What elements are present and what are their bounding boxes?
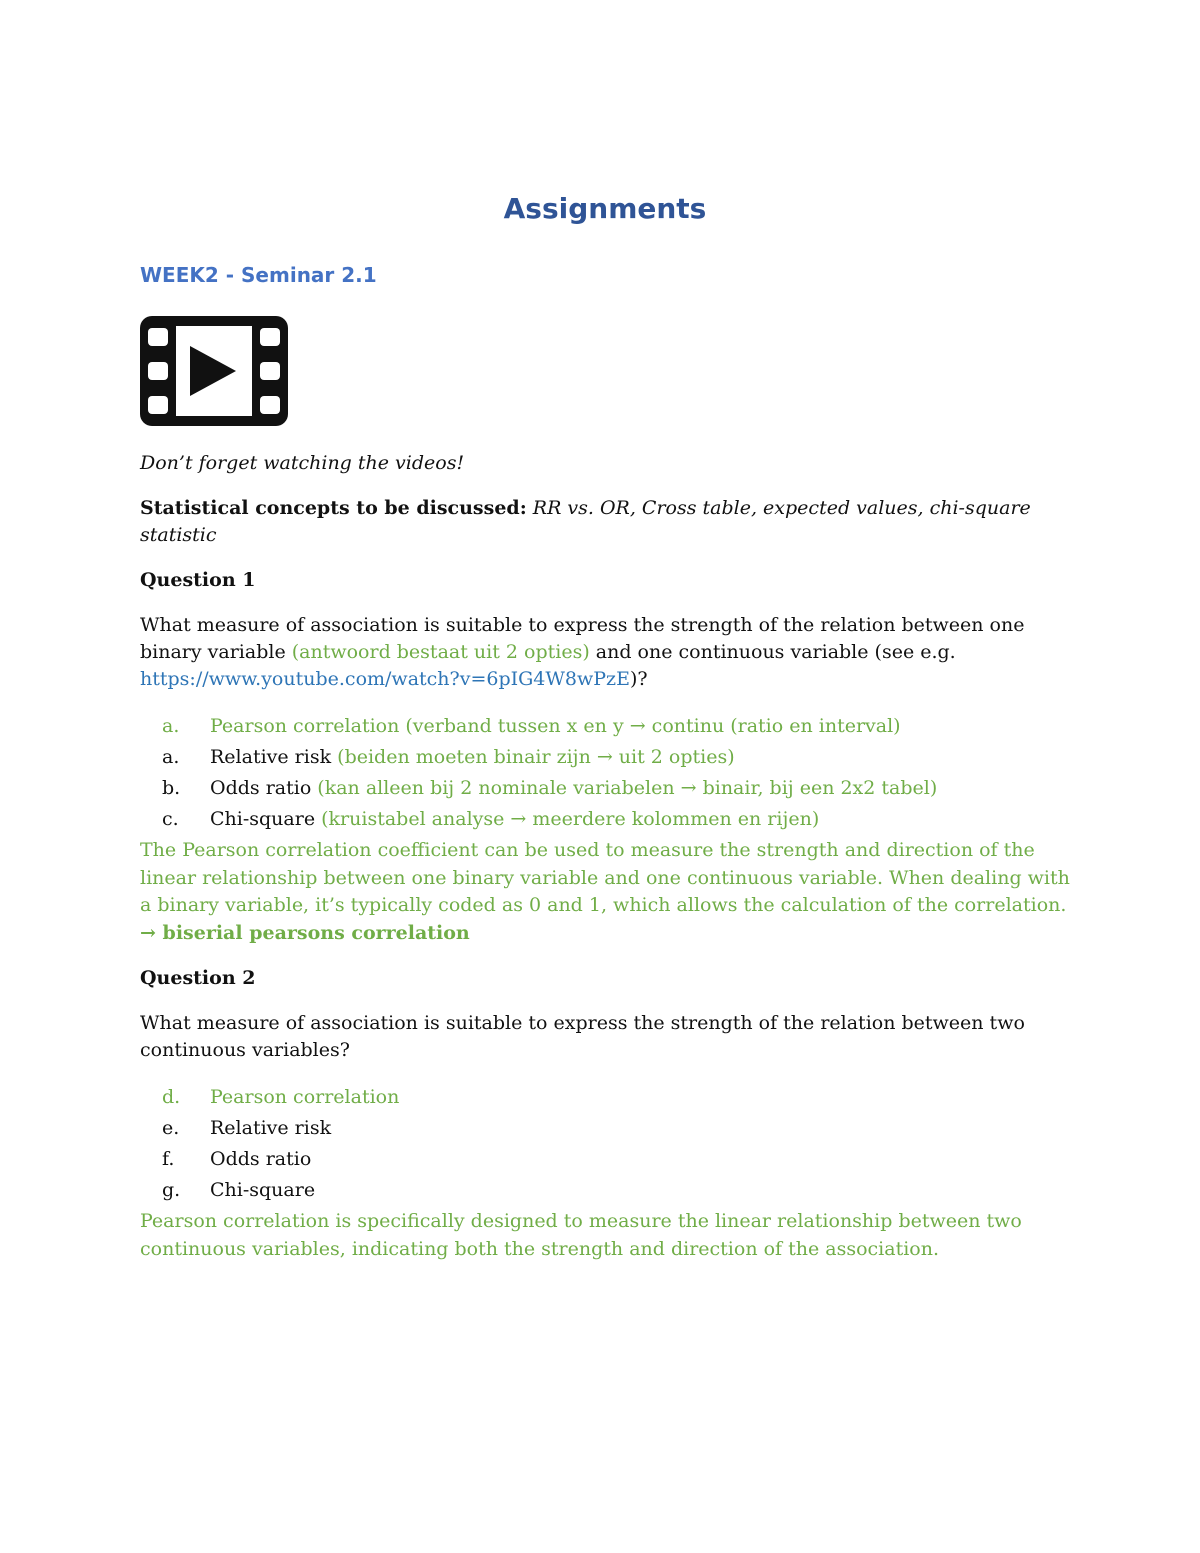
option-text: Chi-square bbox=[210, 1179, 316, 1201]
question1-explanation-text: The Pearson correlation coefficient can be used to measure the strength and direction of the linear relationship between one binary variable and one continuous variable. When dealing with a binary variable, it’s typically coded as 0 and 1, which allows the calculation of the correlation. bbox=[140, 839, 1070, 916]
question2-option bbox=[140, 1175, 1070, 1206]
option-note: (kruistabel analyse → meerdere kolommen en rijen) bbox=[321, 808, 820, 830]
option-text: Odds ratio bbox=[210, 1148, 312, 1170]
question2-options bbox=[140, 1082, 1070, 1206]
question2-prompt: What measure of association is suitable to express the strength of the relation between two continuous variables? bbox=[140, 1012, 1025, 1061]
question2-option bbox=[140, 1113, 1070, 1144]
question1-options bbox=[140, 711, 1070, 835]
question1-option bbox=[140, 773, 1070, 804]
option-letter: a. bbox=[162, 715, 180, 737]
question1-option bbox=[140, 804, 1070, 835]
question2-option bbox=[140, 1144, 1070, 1175]
option-letter: c. bbox=[162, 808, 179, 830]
option-letter: f. bbox=[162, 1148, 175, 1170]
option-text: Relative risk bbox=[210, 1117, 332, 1139]
concepts-paragraph bbox=[140, 495, 1070, 549]
document-body bbox=[140, 190, 1070, 1281]
option-letter: d. bbox=[162, 1086, 181, 1108]
question1-prompt-part1: What measure of association is suitable to express the strength of the relation between one binary variable bbox=[140, 614, 1025, 663]
option-note: Pearson correlation (verband tussen x en y → continu (ratio en interval) bbox=[210, 715, 901, 737]
option-letter: a. bbox=[162, 746, 180, 768]
section-subtitle: WEEK2 - Seminar 2.1 bbox=[140, 263, 377, 287]
question1-option bbox=[140, 742, 1070, 773]
question1-prompt bbox=[140, 612, 1070, 693]
question1-prompt-note: (antwoord bestaat uit 2 opties) bbox=[291, 641, 590, 663]
concepts-text: RR vs. OR, Cross table, expected values, chi-square statistic bbox=[140, 497, 1031, 546]
option-letter: b. bbox=[162, 777, 181, 799]
option-text: Relative risk bbox=[210, 746, 338, 768]
question1-prompt-part2: and one continuous variable (see e.g. bbox=[589, 641, 956, 663]
option-letter: e. bbox=[162, 1117, 180, 1139]
question2-explanation: Pearson correlation is specifically designed to measure the linear relationship between two continuous variables, indicating both the strength and direction of the association. bbox=[140, 1210, 1022, 1260]
question2-option bbox=[140, 1082, 1070, 1113]
option-note: (beiden moeten binair zijn → uit 2 opties) bbox=[337, 746, 735, 768]
question1-explanation-conclusion: → biserial pearsons correlation bbox=[140, 921, 470, 944]
page-title: Assignments bbox=[503, 192, 707, 225]
question2-heading: Question 2 bbox=[140, 967, 256, 989]
option-text: Pearson correlation bbox=[210, 1086, 400, 1108]
option-text: Chi-square bbox=[210, 808, 322, 830]
option-text: Odds ratio bbox=[210, 777, 318, 799]
question1-prompt-end: )? bbox=[629, 668, 648, 690]
video-film-icon bbox=[140, 316, 288, 426]
question1-heading: Question 1 bbox=[140, 569, 256, 591]
option-letter: g. bbox=[162, 1179, 181, 1201]
video-reminder: Don’t forget watching the videos! bbox=[140, 452, 465, 474]
question1-explanation bbox=[140, 837, 1070, 947]
youtube-link[interactable]: https://www.youtube.com/watch?v=6pIG4W8wPzE bbox=[140, 668, 630, 690]
option-note: (kan alleen bij 2 nominale variabelen → binair, bij een 2x2 tabel) bbox=[317, 777, 938, 799]
question1-option bbox=[140, 711, 1070, 742]
concepts-label: Statistical concepts to be discussed: bbox=[140, 497, 527, 519]
